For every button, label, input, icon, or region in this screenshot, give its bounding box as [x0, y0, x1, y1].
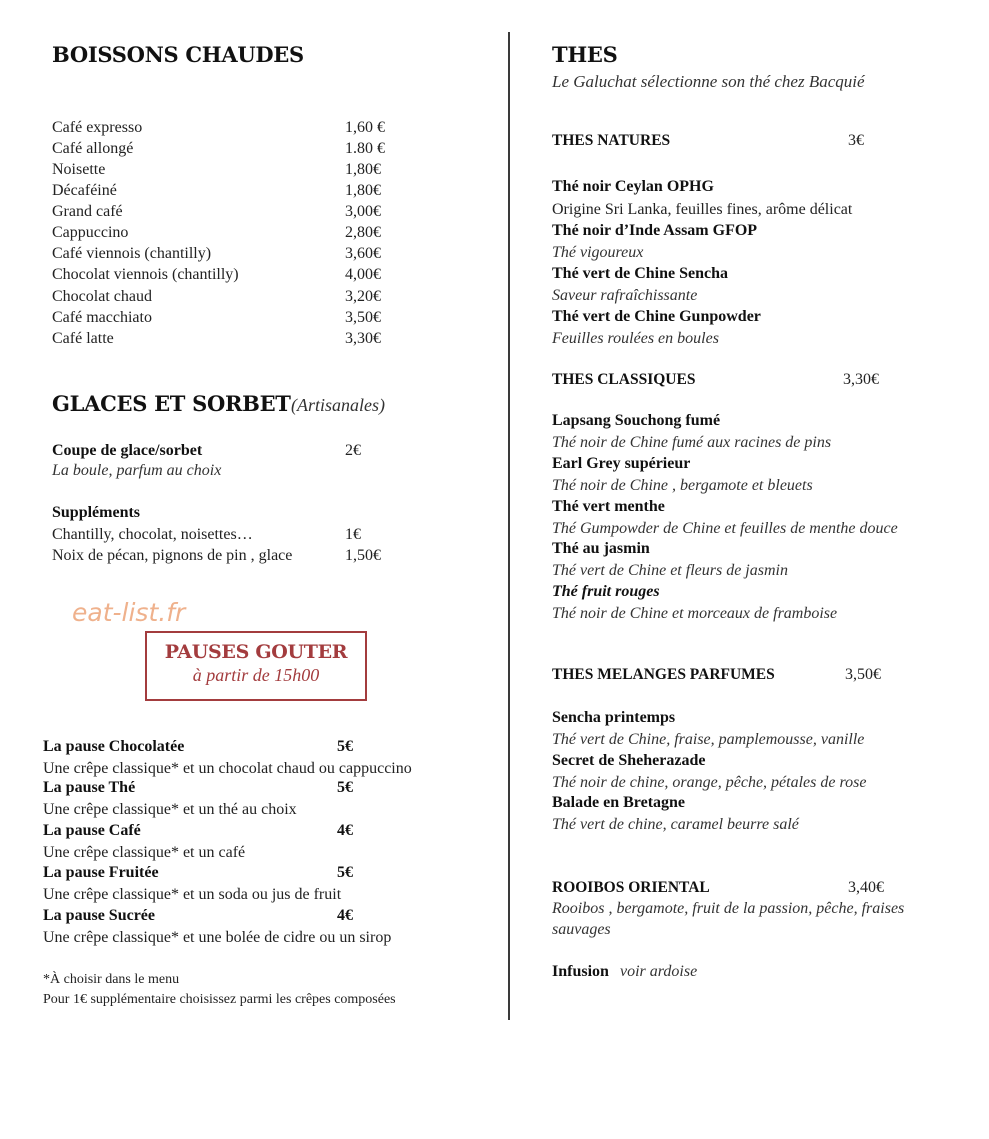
thes-subtitle: Le Galuchat sélectionne son thé chez Bacquié — [552, 72, 865, 91]
menu-item-name: Café macchiato — [52, 309, 152, 326]
pause-price: 4€ — [337, 907, 353, 924]
rooibos-desc-cont: sauvages — [552, 921, 611, 938]
tea-desc: Origine Sri Lanka, feuilles fines, arôme délicat — [552, 201, 853, 218]
menu-item-price: 1,80€ — [345, 182, 381, 199]
pauses-gouter-box — [145, 631, 367, 701]
menu-item-name: Chocolat chaud — [52, 288, 152, 305]
pause-desc: Une crêpe classique* et un soda ou jus de fruit — [43, 886, 342, 903]
pause-price: 5€ — [337, 779, 353, 796]
glaces-sorbet-heading: GLACES ET SORBET — [52, 391, 291, 416]
pause-desc: Une crêpe classique* et une bolée de cidre ou un sirop — [43, 929, 392, 946]
coupe-glace-price: 2€ — [345, 442, 361, 459]
thes-classiques-heading: THES CLASSIQUES — [552, 371, 696, 388]
column-divider — [508, 32, 510, 1020]
footnote-menu: *À choisir dans le menu — [43, 972, 180, 987]
menu-item-name: Grand café — [52, 203, 123, 220]
pause-price: 5€ — [337, 864, 353, 881]
infusion-note: voir ardoise — [620, 963, 698, 980]
menu-item-name: Cappuccino — [52, 224, 129, 241]
menu-item-price: 1,60 € — [345, 119, 385, 136]
pauses-gouter-title: PAUSES GOUTER — [164, 641, 348, 663]
pause-price: 5€ — [337, 738, 353, 755]
tea-desc: Thé noir de Chine fumé aux racines de pins — [552, 434, 832, 451]
rooibos-desc: Rooibos , bergamote, fruit de la passion, pêche, fraises — [552, 900, 905, 917]
pause-desc: Une crêpe classique* et un café — [43, 844, 246, 861]
menu-item-price: 4,00€ — [345, 266, 381, 283]
tea-name: Lapsang Souchong fumé — [552, 412, 721, 429]
menu-item-name: Chocolat viennois (chantilly) — [52, 266, 239, 283]
pause-name: La pause Fruitée — [43, 864, 159, 881]
rooibos-price: 3,40€ — [848, 879, 884, 896]
pause-desc: Une crêpe classique* et un thé au choix — [43, 801, 297, 818]
supplements-heading: Suppléments — [52, 504, 141, 521]
menu-item-price: 3,00€ — [345, 203, 381, 220]
tea-desc: Thé noir de Chine , bergamote et bleuets — [552, 477, 813, 494]
footnote-supplement: Pour 1€ supplémentaire choisissez parmi les crêpes composées — [43, 992, 396, 1007]
menu-item-price: 3,30€ — [345, 330, 381, 347]
supplement-name: Noix de pécan, pignons de pin , glace — [52, 547, 293, 564]
menu-item-name: Café allongé — [52, 140, 134, 157]
menu-item-name: Café expresso — [52, 119, 143, 136]
tea-desc: Thé vert de chine, caramel beurre salé — [552, 816, 799, 833]
menu-item-price: 1.80 € — [345, 140, 385, 157]
tea-desc: Thé vert de Chine et fleurs de jasmin — [552, 562, 788, 579]
pause-name: La pause Chocolatée — [43, 738, 185, 755]
pause-name: La pause Thé — [43, 779, 136, 796]
thes-melanges-heading: THES MELANGES PARFUMES — [552, 666, 775, 683]
tea-desc: Thé noir de Chine et morceaux de framboise — [552, 605, 838, 622]
tea-name: Balade en Bretagne — [552, 794, 686, 811]
menu-item-price: 3,60€ — [345, 245, 381, 262]
tea-name: Earl Grey supérieur — [552, 455, 691, 472]
tea-desc: Thé vigoureux — [552, 244, 644, 261]
supplement-price: 1€ — [345, 526, 361, 543]
menu-item-price: 1,80€ — [345, 161, 381, 178]
pause-name: La pause Café — [43, 822, 141, 839]
menu-item-name: Café latte — [52, 330, 114, 347]
menu-item-price: 3,50€ — [345, 309, 381, 326]
tea-name: Thé vert menthe — [552, 498, 665, 515]
coupe-glace-name: Coupe de glace/sorbet — [52, 442, 203, 459]
tea-name: Thé au jasmin — [552, 540, 650, 557]
pause-price: 4€ — [337, 822, 353, 839]
supplement-name: Chantilly, chocolat, noisettes… — [52, 526, 253, 543]
tea-name: Thé fruit rouges — [552, 583, 660, 600]
tea-name: Thé noir Ceylan OPHG — [552, 178, 714, 195]
pauses-gouter-subtitle: à partir de 15h00 — [192, 665, 320, 685]
infusion-label: Infusion — [552, 963, 609, 980]
tea-desc: Feuilles roulées en boules — [552, 330, 719, 347]
menu-item-price: 2,80€ — [345, 224, 381, 241]
menu-item-name: Décaféiné — [52, 182, 117, 199]
tea-desc: Thé vert de Chine, fraise, pamplemousse, vanille — [552, 731, 865, 748]
supplement-price: 1,50€ — [345, 547, 381, 564]
rooibos-heading: ROOIBOS ORIENTAL — [552, 879, 710, 896]
tea-name: Thé vert de Chine Sencha — [552, 265, 728, 282]
tea-desc: Thé noir de chine, orange, pêche, pétales de rose — [552, 774, 867, 791]
tea-name: Thé vert de Chine Gunpowder — [552, 308, 761, 325]
glaces-note: (Artisanales) — [291, 395, 385, 415]
thes-heading: THES — [552, 42, 618, 67]
menu-item-name: Café viennois (chantilly) — [52, 245, 212, 262]
eat-list-watermark: eat-list.fr — [72, 598, 186, 627]
thes-natures-price: 3€ — [848, 132, 864, 149]
thes-natures-heading: THES NATURES — [552, 132, 671, 149]
tea-name: Sencha printemps — [552, 709, 676, 726]
thes-classiques-price: 3,30€ — [843, 371, 879, 388]
menu-item-price: 3,20€ — [345, 288, 381, 305]
menu-item-name: Noisette — [52, 161, 106, 178]
pause-desc: Une crêpe classique* et un chocolat chaud ou cappuccino — [43, 760, 412, 777]
tea-desc: Thé Gumpowder de Chine et feuilles de menthe douce — [552, 520, 898, 537]
coupe-glace-desc: La boule, parfum au choix — [52, 462, 222, 479]
pause-name: La pause Sucrée — [43, 907, 155, 924]
tea-desc: Saveur rafraîchissante — [552, 287, 698, 304]
thes-melanges-price: 3,50€ — [845, 666, 881, 683]
tea-name: Thé noir d’Inde Assam GFOP — [552, 222, 758, 239]
boissons-chaudes-heading: BOISSONS CHAUDES — [52, 42, 304, 67]
tea-name: Secret de Sheherazade — [552, 752, 706, 769]
